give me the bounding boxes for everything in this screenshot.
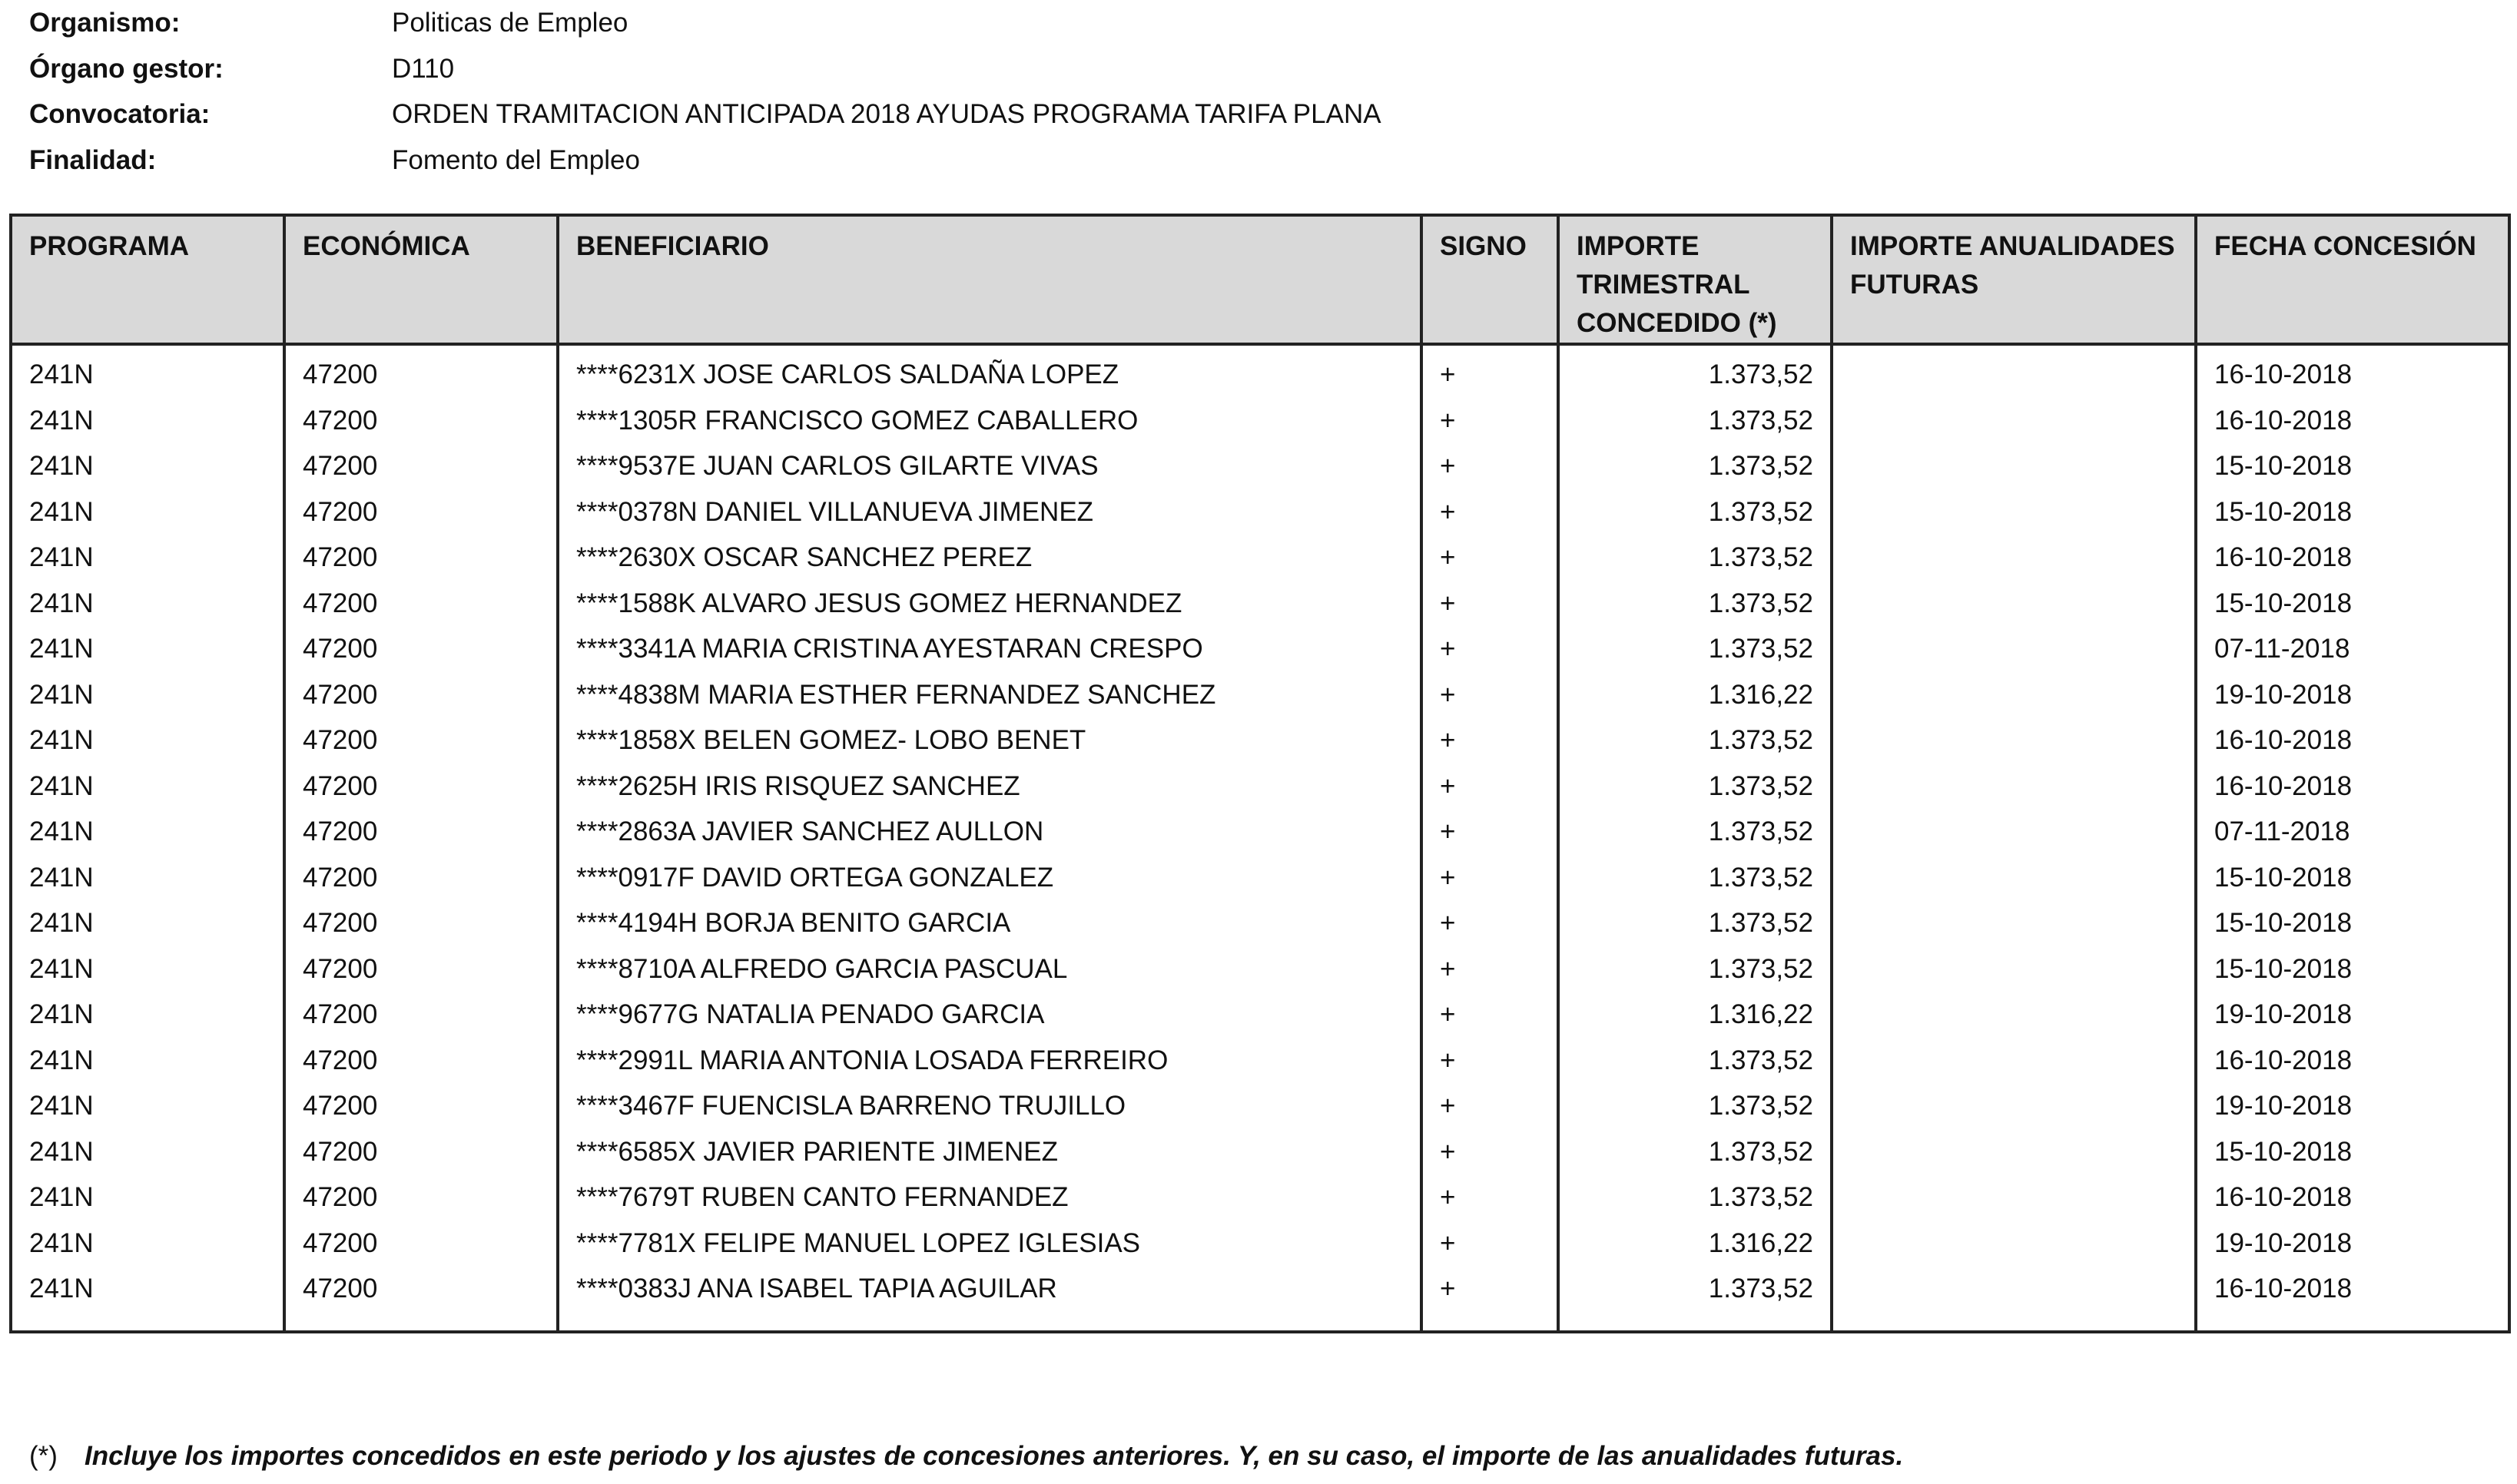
table-row: [11, 1038, 2509, 1084]
cell-beneficiario: ****9677G NATALIA PENADO GARCIA: [558, 992, 1421, 1038]
column-header-beneficiario: BENEFICIARIO: [558, 215, 1421, 344]
cell-fecha-concesion: 16-10-2018: [2196, 717, 2509, 764]
column-header-signo: SIGNO: [1421, 215, 1558, 344]
cell-programa: 241N: [11, 535, 284, 581]
cell-importe-trimestral: 1.373,52: [1558, 900, 1832, 946]
cell-signo: +: [1421, 1266, 1558, 1312]
cell-importe-anualidades: [1832, 581, 2196, 627]
cell-programa: 241N: [11, 626, 284, 672]
cell-signo: +: [1421, 535, 1558, 581]
table-row: [11, 764, 2509, 810]
footnote: [29, 1433, 1903, 1479]
cell-importe-trimestral: 1.373,52: [1558, 535, 1832, 581]
header-value: D110: [392, 53, 455, 84]
cell-beneficiario: ****6231X JOSE CARLOS SALDAÑA LOPEZ: [558, 344, 1421, 398]
cell-importe-trimestral: 1.373,52: [1558, 764, 1832, 810]
cell-signo: +: [1421, 626, 1558, 672]
cell-importe-trimestral: 1.373,52: [1558, 855, 1832, 901]
cell-economica: 47200: [284, 946, 558, 992]
cell-importe-anualidades: [1832, 443, 2196, 489]
cell-fecha-concesion: 15-10-2018: [2196, 900, 2509, 946]
cell-programa: 241N: [11, 946, 284, 992]
cell-importe-trimestral: 1.373,52: [1558, 1174, 1832, 1221]
cell-beneficiario: ****0378N DANIEL VILLANUEVA JIMENEZ: [558, 489, 1421, 535]
table-row: [11, 946, 2509, 992]
cell-importe-trimestral: 1.373,52: [1558, 1038, 1832, 1084]
table-row: [11, 581, 2509, 627]
cell-fecha-concesion: 15-10-2018: [2196, 946, 2509, 992]
cell-importe-trimestral: 1.316,22: [1558, 672, 1832, 718]
footnote-mark: (*): [29, 1441, 58, 1471]
cell-programa: 241N: [11, 900, 284, 946]
cell-signo: +: [1421, 900, 1558, 946]
cell-fecha-concesion: 19-10-2018: [2196, 672, 2509, 718]
cell-beneficiario: ****1858X BELEN GOMEZ- LOBO BENET: [558, 717, 1421, 764]
cell-importe-anualidades: [1832, 717, 2196, 764]
cell-beneficiario: ****1588K ALVARO JESUS GOMEZ HERNANDEZ: [558, 581, 1421, 627]
cell-economica: 47200: [284, 1083, 558, 1129]
cell-importe-trimestral: 1.373,52: [1558, 398, 1832, 444]
cell-beneficiario: ****7781X FELIPE MANUEL LOPEZ IGLESIAS: [558, 1221, 1421, 1267]
cell-economica: 47200: [284, 581, 558, 627]
cell-economica: 47200: [284, 626, 558, 672]
cell-importe-trimestral: 1.373,52: [1558, 443, 1832, 489]
column-header-economica: ECONÓMICA: [284, 215, 558, 344]
cell-economica: 47200: [284, 992, 558, 1038]
header-row-organo-gestor: [29, 46, 1873, 92]
footnote-text: Incluye los importes concedidos en este periodo y los ajustes de concesiones anteriores. Y, en su caso, el importe de las anualidades futuras.: [85, 1441, 1904, 1471]
header-row-finalidad: [29, 137, 1873, 184]
cell-importe-anualidades: [1832, 1038, 2196, 1084]
cell-economica: 47200: [284, 443, 558, 489]
cell-importe-anualidades: [1832, 1129, 2196, 1175]
header-label: Organismo:: [29, 8, 181, 38]
cell-beneficiario: ****0917F DAVID ORTEGA GONZALEZ: [558, 855, 1421, 901]
cell-economica: 47200: [284, 717, 558, 764]
cell-economica: 47200: [284, 344, 558, 398]
header-row-convocatoria: [29, 91, 1873, 137]
cell-importe-anualidades: [1832, 946, 2196, 992]
cell-signo: +: [1421, 489, 1558, 535]
table-row: [11, 855, 2509, 901]
cell-beneficiario: ****2630X OSCAR SANCHEZ PEREZ: [558, 535, 1421, 581]
cell-economica: 47200: [284, 855, 558, 901]
cell-programa: 241N: [11, 443, 284, 489]
table-row: [11, 1266, 2509, 1312]
cell-programa: 241N: [11, 764, 284, 810]
table-row: [11, 344, 2509, 398]
cell-importe-trimestral: 1.373,52: [1558, 344, 1832, 398]
header-row-organismo: [29, 0, 1873, 46]
cell-fecha-concesion: 16-10-2018: [2196, 535, 2509, 581]
table-row: [11, 672, 2509, 718]
table-row: [11, 900, 2509, 946]
cell-signo: +: [1421, 1221, 1558, 1267]
cell-beneficiario: ****2863A JAVIER SANCHEZ AULLON: [558, 809, 1421, 855]
cell-importe-anualidades: [1832, 900, 2196, 946]
cell-programa: 241N: [11, 581, 284, 627]
cell-importe-trimestral: 1.373,52: [1558, 626, 1832, 672]
cell-economica: 47200: [284, 764, 558, 810]
filler-cell: [2196, 1312, 2509, 1333]
cell-programa: 241N: [11, 855, 284, 901]
cell-importe-anualidades: [1832, 1266, 2196, 1312]
cell-signo: +: [1421, 1129, 1558, 1175]
column-header-programa: PROGRAMA: [11, 215, 284, 344]
cell-signo: +: [1421, 398, 1558, 444]
cell-importe-trimestral: 1.373,52: [1558, 809, 1832, 855]
table-filler-row: [11, 1312, 2509, 1333]
cell-signo: +: [1421, 764, 1558, 810]
cell-importe-trimestral: 1.316,22: [1558, 1221, 1832, 1267]
cell-importe-anualidades: [1832, 398, 2196, 444]
filler-cell: [1558, 1312, 1832, 1333]
header-label: Finalidad:: [29, 144, 157, 175]
cell-fecha-concesion: 15-10-2018: [2196, 443, 2509, 489]
cell-signo: +: [1421, 717, 1558, 764]
cell-signo: +: [1421, 855, 1558, 901]
cell-economica: 47200: [284, 900, 558, 946]
cell-programa: 241N: [11, 1083, 284, 1129]
cell-signo: +: [1421, 443, 1558, 489]
header-label: Órgano gestor:: [29, 53, 224, 84]
cell-programa: 241N: [11, 344, 284, 398]
cell-economica: 47200: [284, 1038, 558, 1084]
table-row: [11, 809, 2509, 855]
cell-economica: 47200: [284, 398, 558, 444]
cell-signo: +: [1421, 1083, 1558, 1129]
cell-importe-trimestral: 1.373,52: [1558, 946, 1832, 992]
cell-signo: +: [1421, 672, 1558, 718]
cell-fecha-concesion: 07-11-2018: [2196, 809, 2509, 855]
cell-importe-trimestral: 1.373,52: [1558, 1129, 1832, 1175]
cell-importe-anualidades: [1832, 809, 2196, 855]
cell-beneficiario: ****2991L MARIA ANTONIA LOSADA FERREIRO: [558, 1038, 1421, 1084]
table-row: [11, 717, 2509, 764]
cell-importe-trimestral: 1.373,52: [1558, 489, 1832, 535]
table-row: [11, 1221, 2509, 1267]
table-row: [11, 992, 2509, 1038]
column-header-importe-anualidades: IMPORTE ANUALIDADES FUTURAS: [1832, 215, 2196, 344]
table-row: [11, 626, 2509, 672]
cell-programa: 241N: [11, 1129, 284, 1175]
cell-beneficiario: ****3467F FUENCISLA BARRENO TRUJILLO: [558, 1083, 1421, 1129]
cell-fecha-concesion: 07-11-2018: [2196, 626, 2509, 672]
cell-beneficiario: ****4194H BORJA BENITO GARCIA: [558, 900, 1421, 946]
cell-fecha-concesion: 16-10-2018: [2196, 1038, 2509, 1084]
cell-beneficiario: ****9537E JUAN CARLOS GILARTE VIVAS: [558, 443, 1421, 489]
filler-cell: [1832, 1312, 2196, 1333]
table-row: [11, 443, 2509, 489]
cell-fecha-concesion: 16-10-2018: [2196, 398, 2509, 444]
cell-importe-anualidades: [1832, 992, 2196, 1038]
filler-cell: [1421, 1312, 1558, 1333]
cell-signo: +: [1421, 809, 1558, 855]
column-header-fecha-concesion: FECHA CONCESIÓN: [2196, 215, 2509, 344]
cell-importe-trimestral: 1.373,52: [1558, 1083, 1832, 1129]
cell-programa: 241N: [11, 992, 284, 1038]
cell-importe-anualidades: [1832, 344, 2196, 398]
cell-programa: 241N: [11, 1221, 284, 1267]
document-header: [29, 0, 1873, 183]
cell-beneficiario: ****6585X JAVIER PARIENTE JIMENEZ: [558, 1129, 1421, 1175]
header-value: Politicas de Empleo: [392, 8, 628, 38]
cell-importe-anualidades: [1832, 1083, 2196, 1129]
cell-importe-anualidades: [1832, 855, 2196, 901]
cell-programa: 241N: [11, 717, 284, 764]
cell-beneficiario: ****2625H IRIS RISQUEZ SANCHEZ: [558, 764, 1421, 810]
cell-fecha-concesion: 15-10-2018: [2196, 581, 2509, 627]
table-row: [11, 535, 2509, 581]
table-row: [11, 398, 2509, 444]
filler-cell: [558, 1312, 1421, 1333]
header-value: Fomento del Empleo: [392, 144, 640, 175]
cell-beneficiario: ****0383J ANA ISABEL TAPIA AGUILAR: [558, 1266, 1421, 1312]
cell-signo: +: [1421, 581, 1558, 627]
cell-importe-anualidades: [1832, 1174, 2196, 1221]
cell-signo: +: [1421, 344, 1558, 398]
cell-importe-trimestral: 1.373,52: [1558, 581, 1832, 627]
cell-programa: 241N: [11, 1174, 284, 1221]
grants-table: [9, 214, 2511, 1333]
cell-beneficiario: ****1305R FRANCISCO GOMEZ CABALLERO: [558, 398, 1421, 444]
cell-fecha-concesion: 15-10-2018: [2196, 855, 2509, 901]
cell-fecha-concesion: 16-10-2018: [2196, 1174, 2509, 1221]
cell-beneficiario: ****7679T RUBEN CANTO FERNANDEZ: [558, 1174, 1421, 1221]
cell-signo: +: [1421, 946, 1558, 992]
cell-economica: 47200: [284, 1266, 558, 1312]
filler-cell: [284, 1312, 558, 1333]
table-header-row: [11, 215, 2509, 344]
table-row: [11, 1174, 2509, 1221]
filler-cell: [11, 1312, 284, 1333]
cell-signo: +: [1421, 1174, 1558, 1221]
cell-economica: 47200: [284, 489, 558, 535]
cell-fecha-concesion: 16-10-2018: [2196, 764, 2509, 810]
column-header-importe-trimestral: IMPORTE TRIMESTRAL CONCEDIDO (*): [1558, 215, 1832, 344]
cell-programa: 241N: [11, 1038, 284, 1084]
cell-programa: 241N: [11, 398, 284, 444]
cell-beneficiario: ****4838M MARIA ESTHER FERNANDEZ SANCHEZ: [558, 672, 1421, 718]
cell-importe-anualidades: [1832, 1221, 2196, 1267]
cell-fecha-concesion: 19-10-2018: [2196, 1083, 2509, 1129]
cell-signo: +: [1421, 992, 1558, 1038]
cell-beneficiario: ****3341A MARIA CRISTINA AYESTARAN CRESPO: [558, 626, 1421, 672]
cell-fecha-concesion: 16-10-2018: [2196, 1266, 2509, 1312]
header-value: ORDEN TRAMITACION ANTICIPADA 2018 AYUDAS PROGRAMA TARIFA PLANA: [392, 99, 1381, 129]
cell-importe-anualidades: [1832, 764, 2196, 810]
cell-programa: 241N: [11, 489, 284, 535]
cell-fecha-concesion: 15-10-2018: [2196, 1129, 2509, 1175]
cell-economica: 47200: [284, 1129, 558, 1175]
cell-economica: 47200: [284, 1221, 558, 1267]
cell-importe-anualidades: [1832, 535, 2196, 581]
cell-fecha-concesion: 15-10-2018: [2196, 489, 2509, 535]
cell-fecha-concesion: 16-10-2018: [2196, 344, 2509, 398]
cell-economica: 47200: [284, 809, 558, 855]
table-body: [11, 344, 2509, 1332]
cell-importe-trimestral: 1.373,52: [1558, 717, 1832, 764]
table-row: [11, 489, 2509, 535]
cell-programa: 241N: [11, 1266, 284, 1312]
cell-economica: 47200: [284, 535, 558, 581]
cell-beneficiario: ****8710A ALFREDO GARCIA PASCUAL: [558, 946, 1421, 992]
cell-importe-anualidades: [1832, 626, 2196, 672]
header-label: Convocatoria:: [29, 99, 211, 129]
cell-economica: 47200: [284, 1174, 558, 1221]
cell-fecha-concesion: 19-10-2018: [2196, 1221, 2509, 1267]
cell-importe-anualidades: [1832, 489, 2196, 535]
cell-economica: 47200: [284, 672, 558, 718]
cell-programa: 241N: [11, 809, 284, 855]
table-row: [11, 1129, 2509, 1175]
cell-importe-trimestral: 1.316,22: [1558, 992, 1832, 1038]
cell-signo: +: [1421, 1038, 1558, 1084]
cell-importe-trimestral: 1.373,52: [1558, 1266, 1832, 1312]
cell-programa: 241N: [11, 672, 284, 718]
cell-importe-anualidades: [1832, 672, 2196, 718]
table-row: [11, 1083, 2509, 1129]
cell-fecha-concesion: 19-10-2018: [2196, 992, 2509, 1038]
